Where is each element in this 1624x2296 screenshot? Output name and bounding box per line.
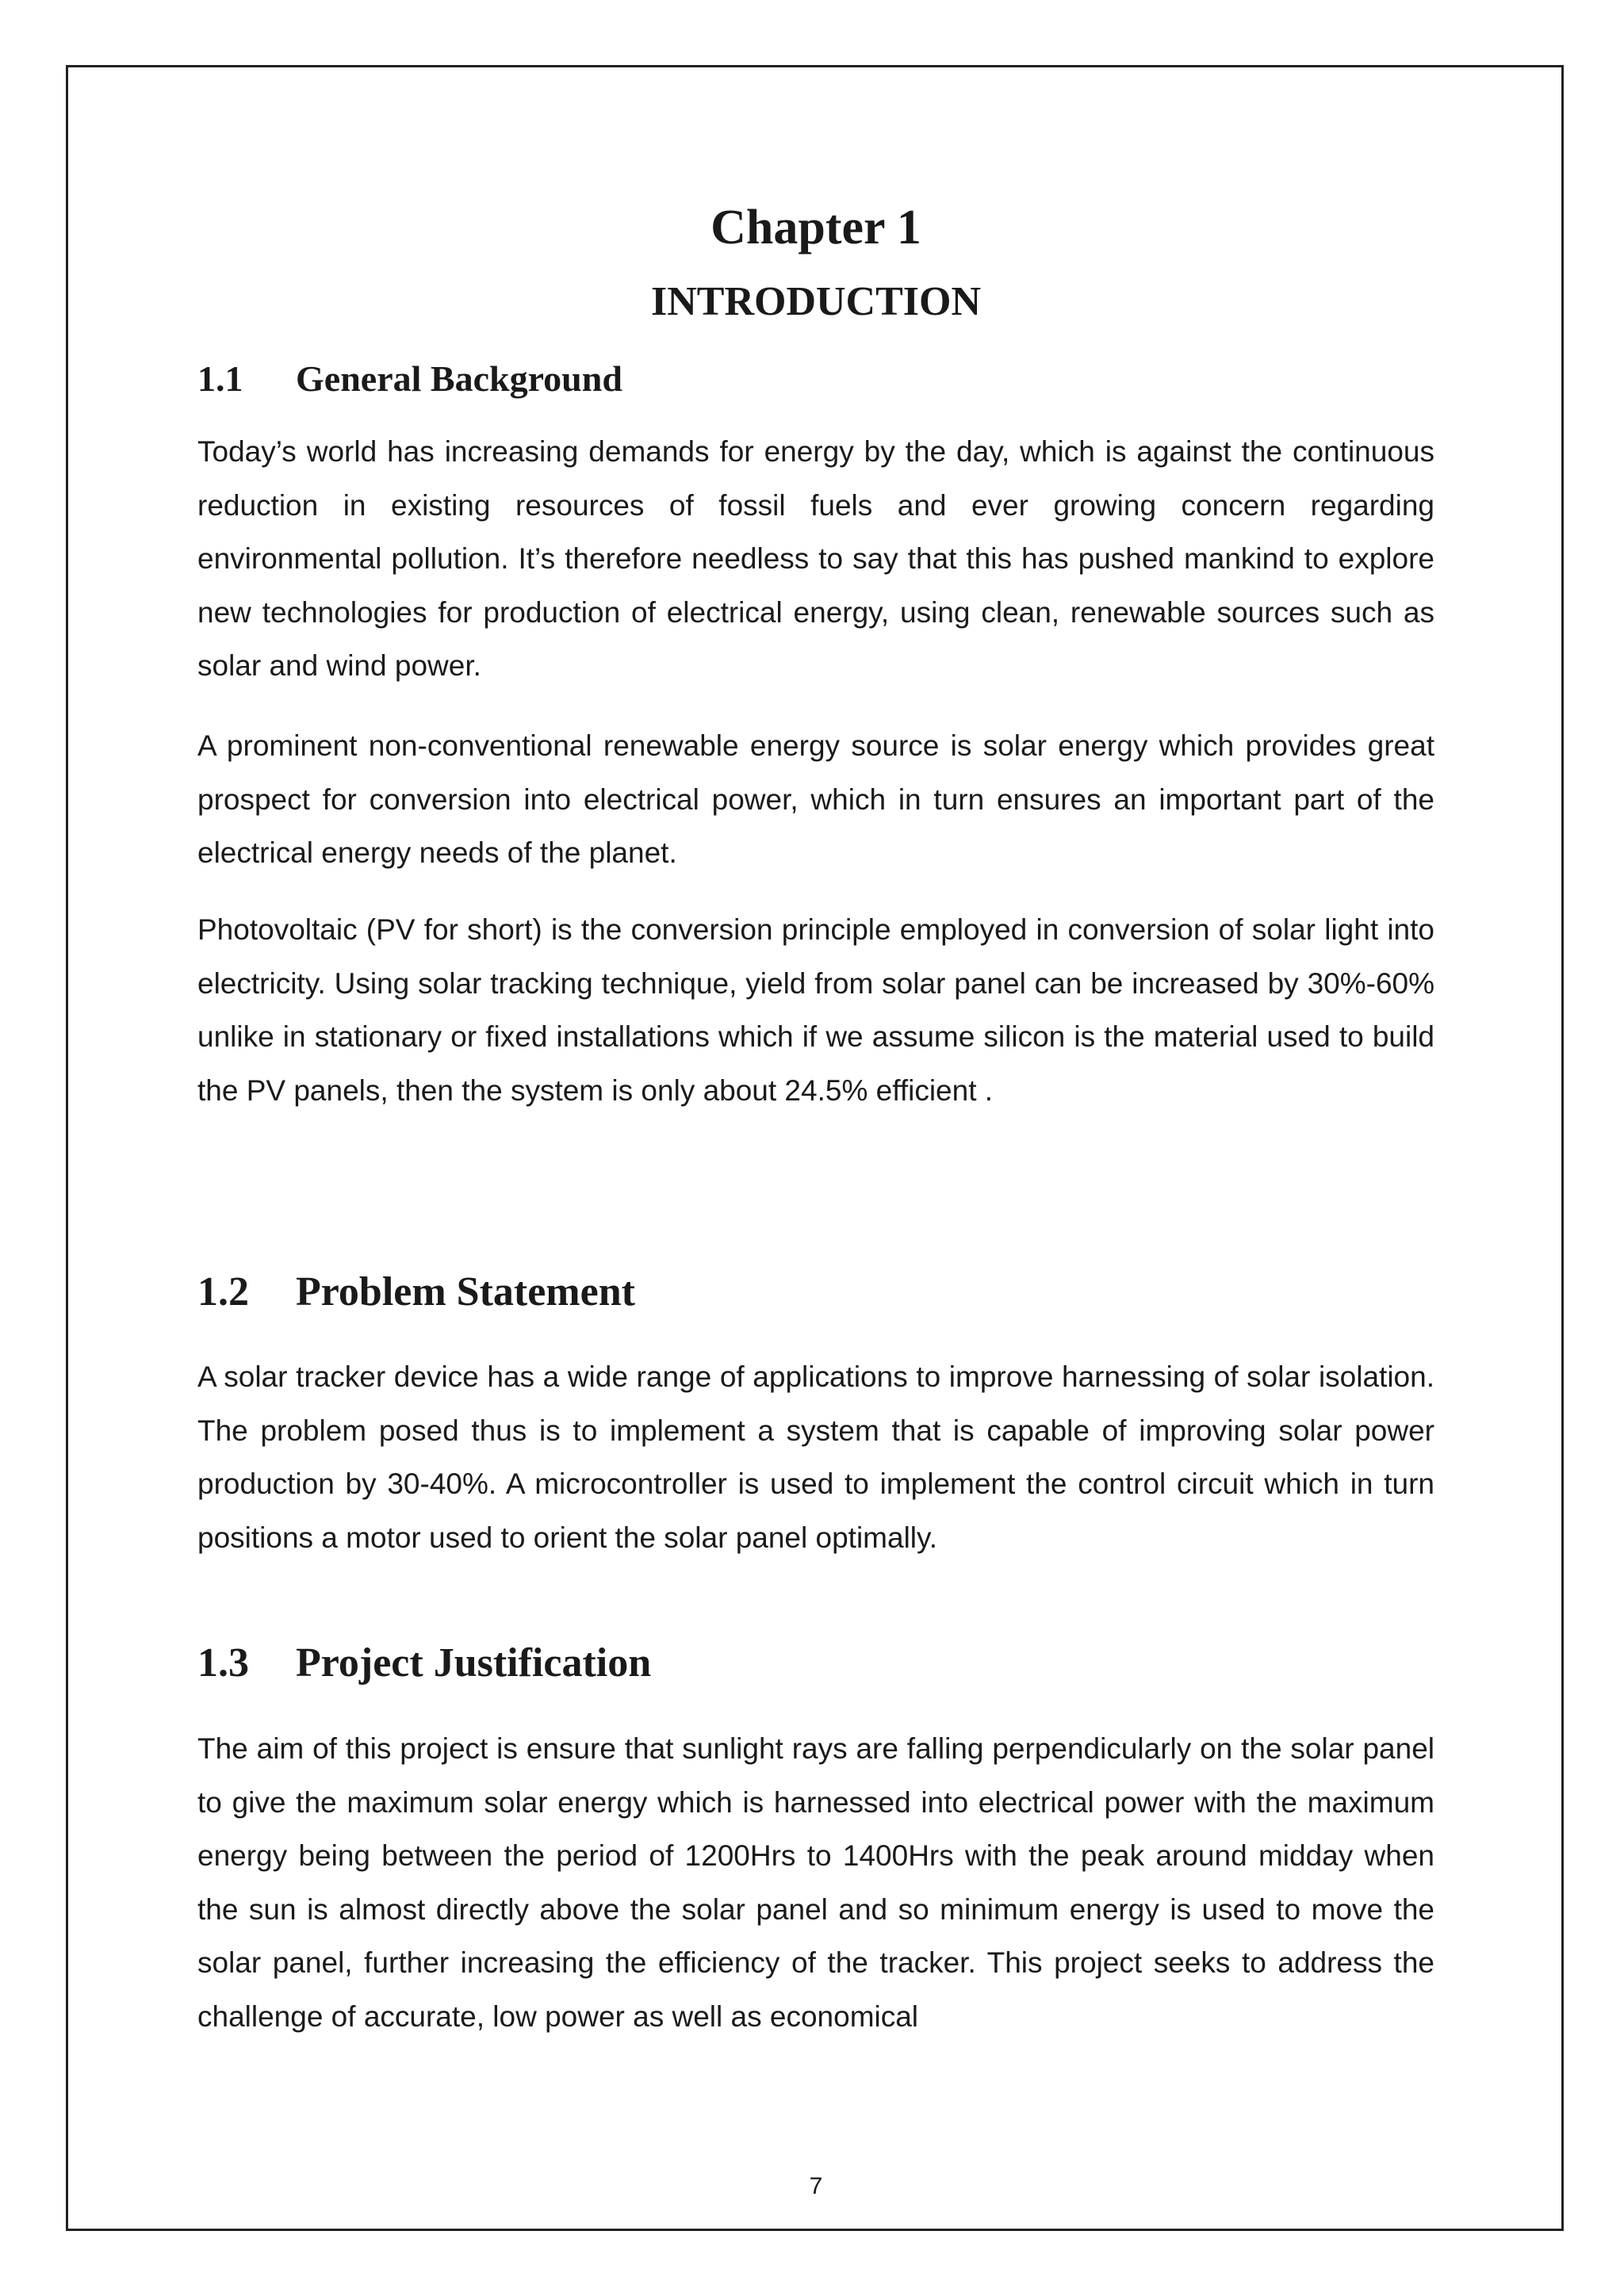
section-number: 1.3 [197,1640,249,1686]
section-title: General Background [296,358,622,399]
section-number: 1.2 [197,1269,249,1314]
page-number: 7 [809,2173,823,2199]
paragraph-problem-statement: A solar tracker device has a wide range of applications to improve harnessing of solar isolation. The problem posed thus is to implement a system that is capable of improving solar power production by 30-40%. A microcontroller is used to implement the control circuit which in turn positions a motor used to orient the solar panel optimally. [197,1360,1434,1554]
section-title: Problem Statement [296,1269,635,1314]
chapter-subtitle: INTRODUCTION [650,279,982,324]
section-heading-1-1 [197,355,1434,403]
paragraph-general-background-3: Photovoltaic (PV for short) is the conversion principle employed in conversion of solar light into electricity. Using solar tracking technique, yield from solar panel can be increased by 30%-60% unlike in stationary or fixed installations which if we assume silicon is the material used to build the PV panels, then the system is only about 24.5% efficient . [197,913,1434,1107]
section-number: 1.1 [197,358,243,399]
paragraph-project-justification: The aim of this project is ensure that sunlight rays are falling perpendicularly on the solar panel to give the maximum solar energy which is harnessed into electrical power with the maximum energy being between the period of 1200Hrs to 1400Hrs with the peak around midday when the sun is almost directly above the solar panel and so minimum energy is used to move the solar panel, further increasing the efficiency of the tracker. This project seeks to address the challenge of accurate, low power as well as economical [197,1732,1434,2033]
section-heading-1-3 [197,1636,1434,1690]
chapter-title: Chapter 1 [710,201,921,254]
paragraph-general-background-2: A prominent non-conventional renewable energy source is solar energy which provides great prospect for conversion into electrical power, which in turn ensures an important part of the electrical energy needs of the planet. [197,729,1434,869]
section-heading-1-2 [197,1265,1434,1319]
section-title: Project Justification [296,1640,652,1686]
paragraph-general-background-1: Today’s world has increasing demands for energy by the day, which is against the continuous reduction in existing resources of fossil fuels and ever growing concern regarding environmental pollution. It’s therefore needless to say that this has pushed mankind to explore new technologies for production of electrical energy, using clean, renewable sources such as solar and wind power. [197,435,1434,682]
